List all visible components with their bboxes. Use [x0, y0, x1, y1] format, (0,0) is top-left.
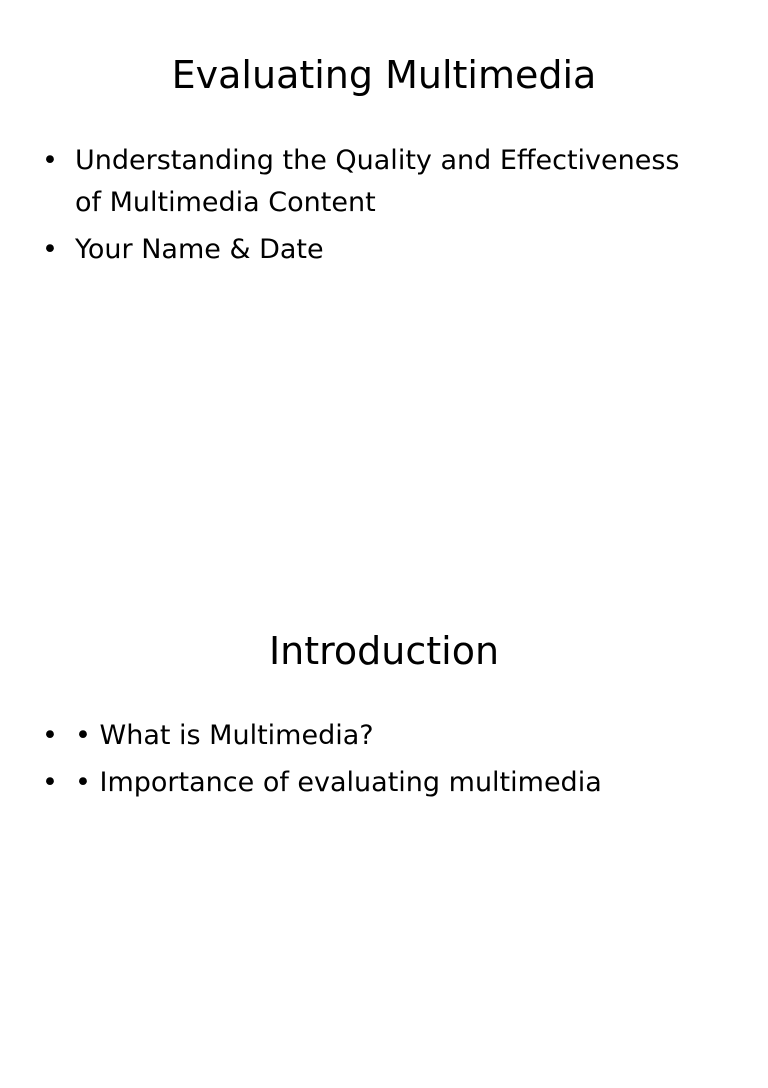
- bullet-text: • Importance of evaluating multimedia: [75, 767, 602, 798]
- slide-introduction: [0, 576, 768, 1088]
- bullet-dot-icon: •: [42, 234, 58, 265]
- bullet-item: [42, 140, 712, 224]
- bullet-item: [42, 715, 712, 757]
- bullet-text: • What is Multimedia?: [75, 720, 374, 751]
- bullet-text: Understanding the Quality and Effectiveness of Multimedia Content: [75, 145, 680, 218]
- bullet-dot-icon: •: [42, 720, 58, 751]
- bullet-list: [42, 715, 712, 809]
- bullet-item: [42, 229, 712, 271]
- bullet-item: [42, 762, 712, 804]
- slide-title-slide: [0, 0, 768, 512]
- bullet-text: Your Name & Date: [75, 234, 324, 265]
- bullet-dot-icon: •: [42, 145, 58, 176]
- slide-title: Introduction: [268, 629, 500, 673]
- slide-title: Evaluating Multimedia: [171, 53, 597, 97]
- bullet-list: [42, 140, 712, 276]
- bullet-dot-icon: •: [42, 767, 58, 798]
